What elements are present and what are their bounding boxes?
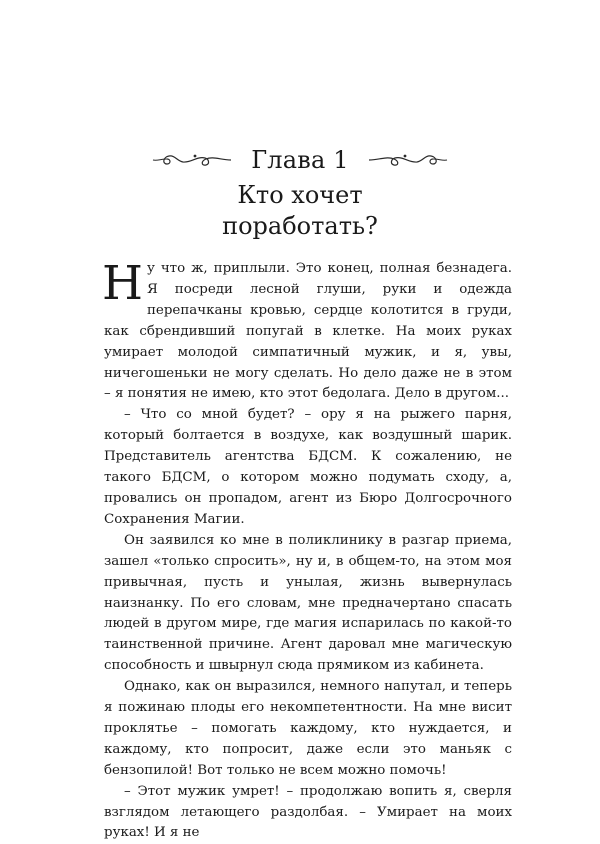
paragraph-1 (102, 256, 512, 405)
chapter-body-text (102, 256, 512, 844)
paragraph-2: – Что со мной будет? – ору я на рыжего парня, который болтается в воздухе, как воздушный шарик. Представитель агентства БДСМ. К сожалению, не такого БДСМ, о котором можно подумать сходу, а, провались он пропадом, агент из Бюро Долгосрочного Сохранения Магии. (104, 407, 512, 527)
drop-cap: Н (102, 256, 143, 311)
paragraph-4: Однако, как он выразился, немного напутал, и теперь я пожинаю плоды его некомпетентности. На мне висит проклятье – помогать каждому, кто нуждается, и каждому, кто попросит, даже если это маньяк с бензопилой! Вот только не всем можно помочь! (104, 679, 512, 778)
chapter-title-line-1: Кто хочет (237, 181, 363, 209)
right-flourish-ornament-icon (367, 150, 449, 170)
left-flourish-ornament-icon (151, 150, 233, 170)
chapter-title (0, 180, 600, 242)
paragraph-1-text: у что ж, приплыли. Это конец, полная безнадега. Я посреди лесной глуши, руки и одежда перепачканы кровью, сердце колотится в груди, как сбрендивший попугай в клетке. На моих руках умирает молодой симпатичный мужик, и я, увы, ничегошеньки не могу сделать. Но дело даже не в этом – я понятия не имею, кто этот бедолага. Дело в другом... (104, 261, 512, 402)
chapter-title-line-2: поработать? (222, 212, 378, 240)
paragraph-3: Он заявился ко мне в поликлинику в разгар приема, зашел «только спросить», ну и, в общем-то, на этом моя привычная, пусть и унылая, жизнь вывернулась наизнанку. По его словам, мне предначертано спасать людей в другом мире, где магия испарилась по какой-то таинственной причине. Агент даровал мне магическую способность и швырнул сюда прямиком из кабинета. (104, 532, 512, 674)
chapter-number: Глава 1 (251, 146, 349, 174)
chapter-heading (0, 143, 600, 242)
chapter-number-line (0, 143, 600, 177)
paragraph-5: – Этот мужик умрет! – продолжаю вопить я, сверля взглядом летающего раздолбая. – Умирает на моих руках! И я не (104, 783, 512, 841)
